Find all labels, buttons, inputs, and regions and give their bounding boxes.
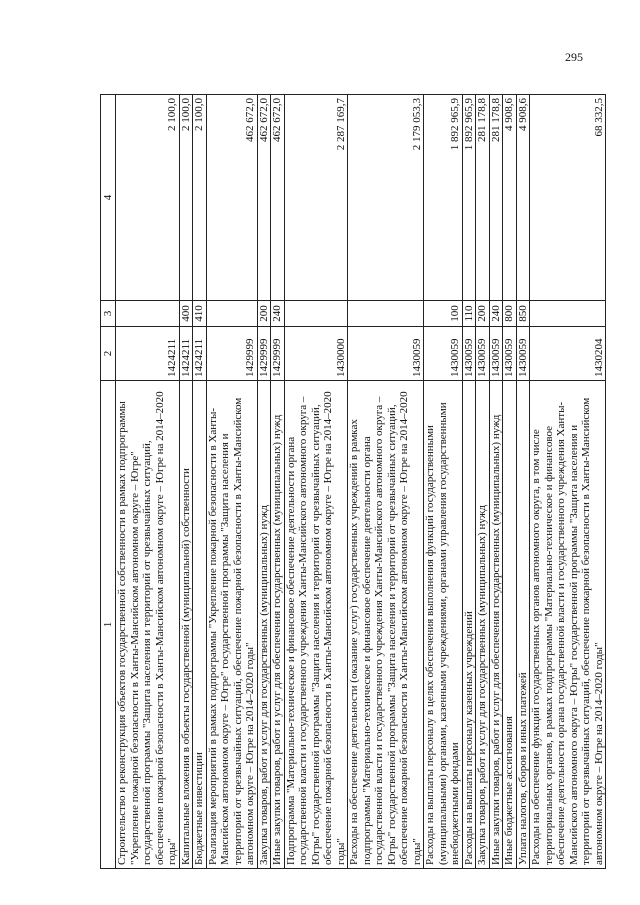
row-description: Уплата налогов, сборов и иных платежей <box>516 381 530 869</box>
row-amount: 462 672,0 <box>206 95 257 301</box>
budget-table <box>100 94 606 869</box>
header-cell-2: 2 <box>101 327 116 381</box>
row-amount: 2 287 169,7 <box>284 95 348 301</box>
row-description: Расходы на обеспечение функций государственных органов автономного округа, в том числе территориальных органов, в рамках подпрограммы "Материально-техническое и финансовое обеспечение деятельности органа государственной власти и государственного учреждения Ханты-Мансийского автономного округа – Югры" государственной программы "Защита населения и территорий от чрезвычайных ситуаций, обеспечение пожарной безопасности в Ханты-Мансийском автономном округе – Югре на 2014–2020 годы" <box>530 381 606 869</box>
table-row <box>530 95 606 869</box>
row-amount: 1 892 965,9 <box>424 95 463 301</box>
budget-table-body <box>101 95 606 869</box>
row-amount: 2 100,0 <box>179 95 193 301</box>
row-amount: 2 100,0 <box>116 95 180 301</box>
table-row <box>516 95 530 869</box>
row-amount: 2 179 053,3 <box>348 95 424 301</box>
row-code: 1430059 <box>462 327 476 381</box>
row-expense-type: 850 <box>516 301 530 327</box>
row-code: 1430059 <box>503 327 517 381</box>
table-row <box>462 95 476 869</box>
table-row <box>271 95 285 869</box>
row-description: Иные закупки товаров, работ и услуг для обеспечения государственных (муниципальных) нужд <box>489 381 503 869</box>
header-cell-1: 1 <box>101 381 116 869</box>
row-code: 1424211 <box>116 327 180 381</box>
row-amount: 462 672,0 <box>271 95 285 301</box>
row-amount: 4 908,6 <box>516 95 530 301</box>
table-header-row <box>101 95 116 869</box>
row-expense-type: 800 <box>503 301 517 327</box>
row-description: Расходы на обеспечение деятельности (оказание услуг) государственных учреждений в рамках подпрограммы "Материально-техническое и финансовое обеспечение деятельности органа государственной власти и государственного учреждения Ханты-Мансийского автономного округа – Югры" государственной программы "Защита населения и территорий от чрезвычайных ситуаций, обеспечение пожарной безопасности в Ханты-Мансийском автономном округе – Югре на 2014–2020 годы" <box>348 381 424 869</box>
row-description: Иные закупки товаров, работ и услуг для обеспечения государственных (муниципальных) нужд <box>271 381 285 869</box>
row-expense-type <box>348 301 424 327</box>
row-code: 1429999 <box>206 327 257 381</box>
row-expense-type <box>116 301 180 327</box>
page-number: 295 <box>565 50 583 64</box>
row-expense-type: 240 <box>489 301 503 327</box>
row-amount: 68 332,5 <box>530 95 606 301</box>
row-code: 1429999 <box>257 327 271 381</box>
row-expense-type: 240 <box>271 301 285 327</box>
row-description: Бюджетные инвестиции <box>193 381 207 869</box>
table-row <box>348 95 424 869</box>
table-row <box>193 95 207 869</box>
table-row <box>206 95 257 869</box>
row-code: 1430059 <box>516 327 530 381</box>
row-description: Расходы на выплаты персоналу в целях обеспечения выполнения функций государственными (муниципальными) органами, казенными учреждениями, органами управления государственными внебюджетными фондами <box>424 381 463 869</box>
row-description: Закупка товаров, работ и услуг для государственных (муниципальных) нужд <box>476 381 490 869</box>
row-amount: 462 672,0 <box>257 95 271 301</box>
table-row <box>257 95 271 869</box>
row-expense-type: 410 <box>193 301 207 327</box>
table-row <box>489 95 503 869</box>
row-amount: 281 178,8 <box>476 95 490 301</box>
table-row <box>503 95 517 869</box>
row-code: 1430000 <box>284 327 348 381</box>
row-code: 1424211 <box>193 327 207 381</box>
table-row <box>284 95 348 869</box>
row-amount: 4 908,6 <box>503 95 517 301</box>
row-code: 1430059 <box>424 327 463 381</box>
row-description: Строительство и реконструкция объектов государственной собственности в рамках подпрограммы "Укрепление пожарной безопасности в Ханты-Мансийском автономном округе – Югре" государственной программы "Защита населения и территорий от чрезвычайных ситуаций, обеспечение пожарной безопасности в Ханты-Мансийском автономном округе – Югре на 2014–2020 годы" <box>116 381 180 869</box>
row-expense-type: 100 <box>424 301 463 327</box>
row-amount: 2 100,0 <box>193 95 207 301</box>
row-description: Иные бюджетные ассигнования <box>503 381 517 869</box>
row-amount: 1 892 965,9 <box>462 95 476 301</box>
row-code: 1424211 <box>179 327 193 381</box>
row-expense-type <box>284 301 348 327</box>
rotated-table-area <box>100 95 603 869</box>
row-expense-type: 110 <box>462 301 476 327</box>
row-description: Капитальные вложения в объекты государственной (муниципальной) собственности <box>179 381 193 869</box>
row-expense-type: 400 <box>179 301 193 327</box>
row-description: Реализация мероприятий в рамках подпрограммы "Укрепление пожарной безопасности в Ханты-Мансийском автономном округе – Югре" государственной программы "Защита населения и территорий от чрезвычайных ситуаций, обеспечение пожарной безопасности в Ханты-Мансийском автономном округе – Югре на 2014–2020 годы" <box>206 381 257 869</box>
table-row <box>116 95 180 869</box>
row-code: 1430059 <box>476 327 490 381</box>
header-cell-4: 4 <box>101 95 116 301</box>
row-description: Расходы на выплаты персоналу казенных учреждений <box>462 381 476 869</box>
table-row <box>476 95 490 869</box>
table-row <box>424 95 463 869</box>
table-row <box>179 95 193 869</box>
row-description: Закупка товаров, работ и услуг для государственных (муниципальных) нужд <box>257 381 271 869</box>
row-description: Подпрограмма "Материально-техническое и финансовое обеспечение деятельности органа государственной власти и государственного учреждения Ханты-Мансийского автономного округа – Югры" государственной программы "Защита населения и территорий от чрезвычайных ситуаций, обеспечение пожарной безопасности в Ханты-Мансийском автономном округе – Югре на 2014–2020 годы" <box>284 381 348 869</box>
row-code: 1430059 <box>489 327 503 381</box>
row-code: 1430059 <box>348 327 424 381</box>
row-expense-type: 200 <box>257 301 271 327</box>
row-expense-type <box>206 301 257 327</box>
row-code: 1430204 <box>530 327 606 381</box>
header-cell-3: 3 <box>101 301 116 327</box>
row-amount: 281 178,8 <box>489 95 503 301</box>
row-code: 1429999 <box>271 327 285 381</box>
row-expense-type <box>530 301 606 327</box>
row-expense-type: 200 <box>476 301 490 327</box>
rotated-table-frame <box>100 95 603 869</box>
